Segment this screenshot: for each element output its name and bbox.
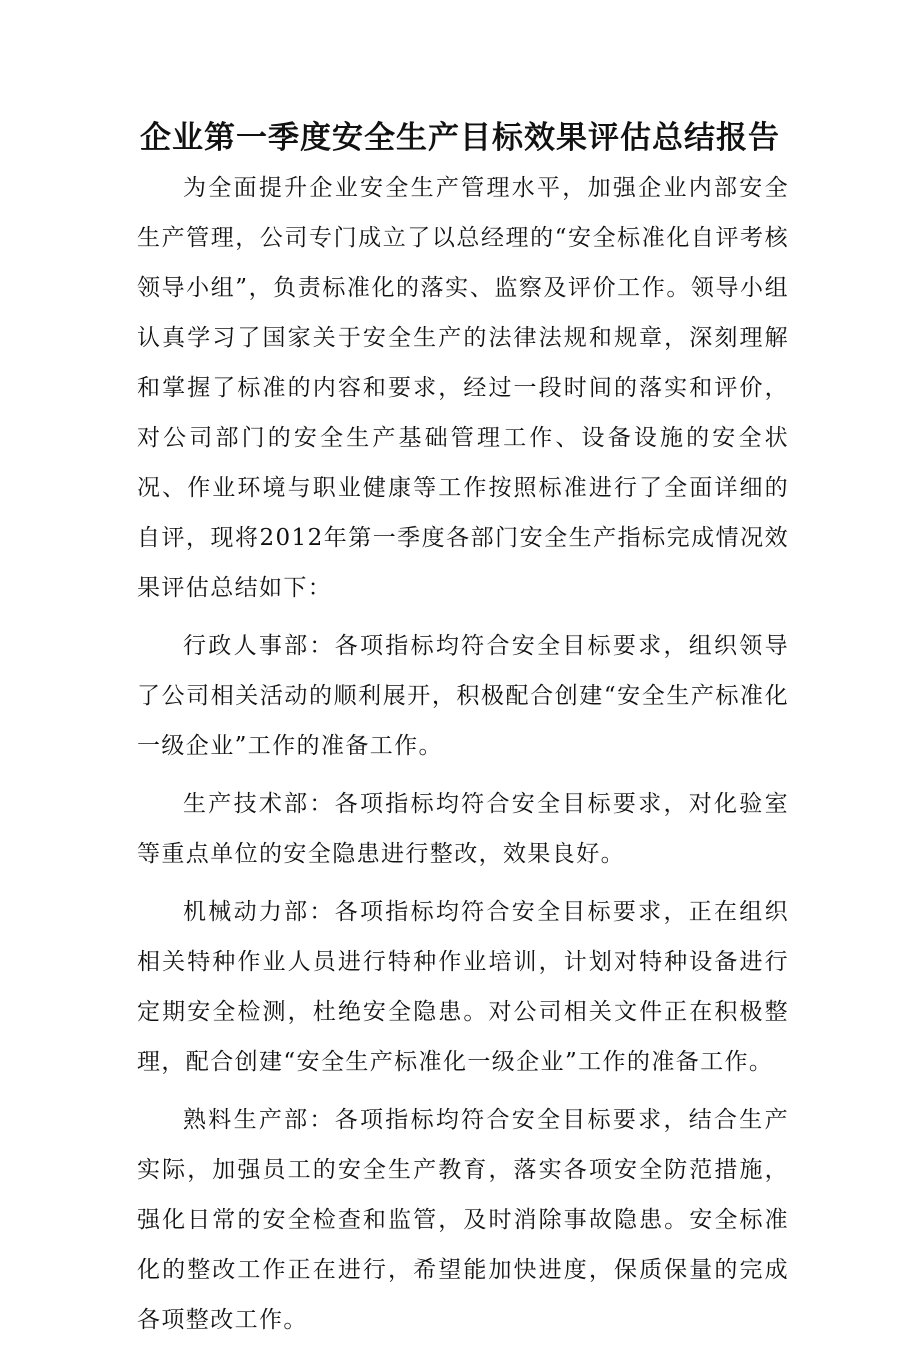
document-title: 企业第一季度安全生产目标效果评估总结报告 (140, 120, 780, 156)
paragraph-production-tech-dept: 生产技术部：各项指标均符合安全目标要求，对化验室等重点单位的安全隐患进行整改，效果良好。 (137, 791, 789, 867)
document-body (137, 163, 789, 1345)
paragraph-mechanical-power-dept: 机械动力部：各项指标均符合安全目标要求，正在组织相关特种作业人员进行特种作业培训，计划对特种设备进行定期安全检测，杜绝安全隐患。对公司相关文件正在积极整理，配合创建“安全生产标准化一级企业”工作的准备工作。 (137, 899, 789, 1075)
paragraph-admin-hr-dept: 行政人事部：各项指标均符合安全目标要求，组织领导了公司相关活动的顺利展开，积极配合创建“安全生产标准化一级企业”工作的准备工作。 (137, 633, 789, 759)
paragraph-clinker-production-dept: 熟料生产部：各项指标均符合安全目标要求，结合生产实际，加强员工的安全生产教育，落实各项安全防范措施，强化日常的安全检查和监管，及时消除事故隐患。安全标准化的整改工作正在进行，希望能加快进度，保质保量的完成各项整改工作。 (137, 1107, 789, 1333)
paragraph-intro: 为全面提升企业安全生产管理水平，加强企业内部安全生产管理，公司专门成立了以总经理的“安全标准化自评考核领导小组”，负责标准化的落实、监察及评价工作。领导小组认真学习了国家关于安全生产的法律法规和规章，深刻理解和掌握了标准的内容和要求，经过一段时间的落实和评价，对公司部门的安全生产基础管理工作、设备设施的安全状况、作业环境与职业健康等工作按照标准进行了全面详细的自评，现将2012年第一季度各部门安全生产指标完成情况效果评估总结如下： (137, 175, 789, 601)
